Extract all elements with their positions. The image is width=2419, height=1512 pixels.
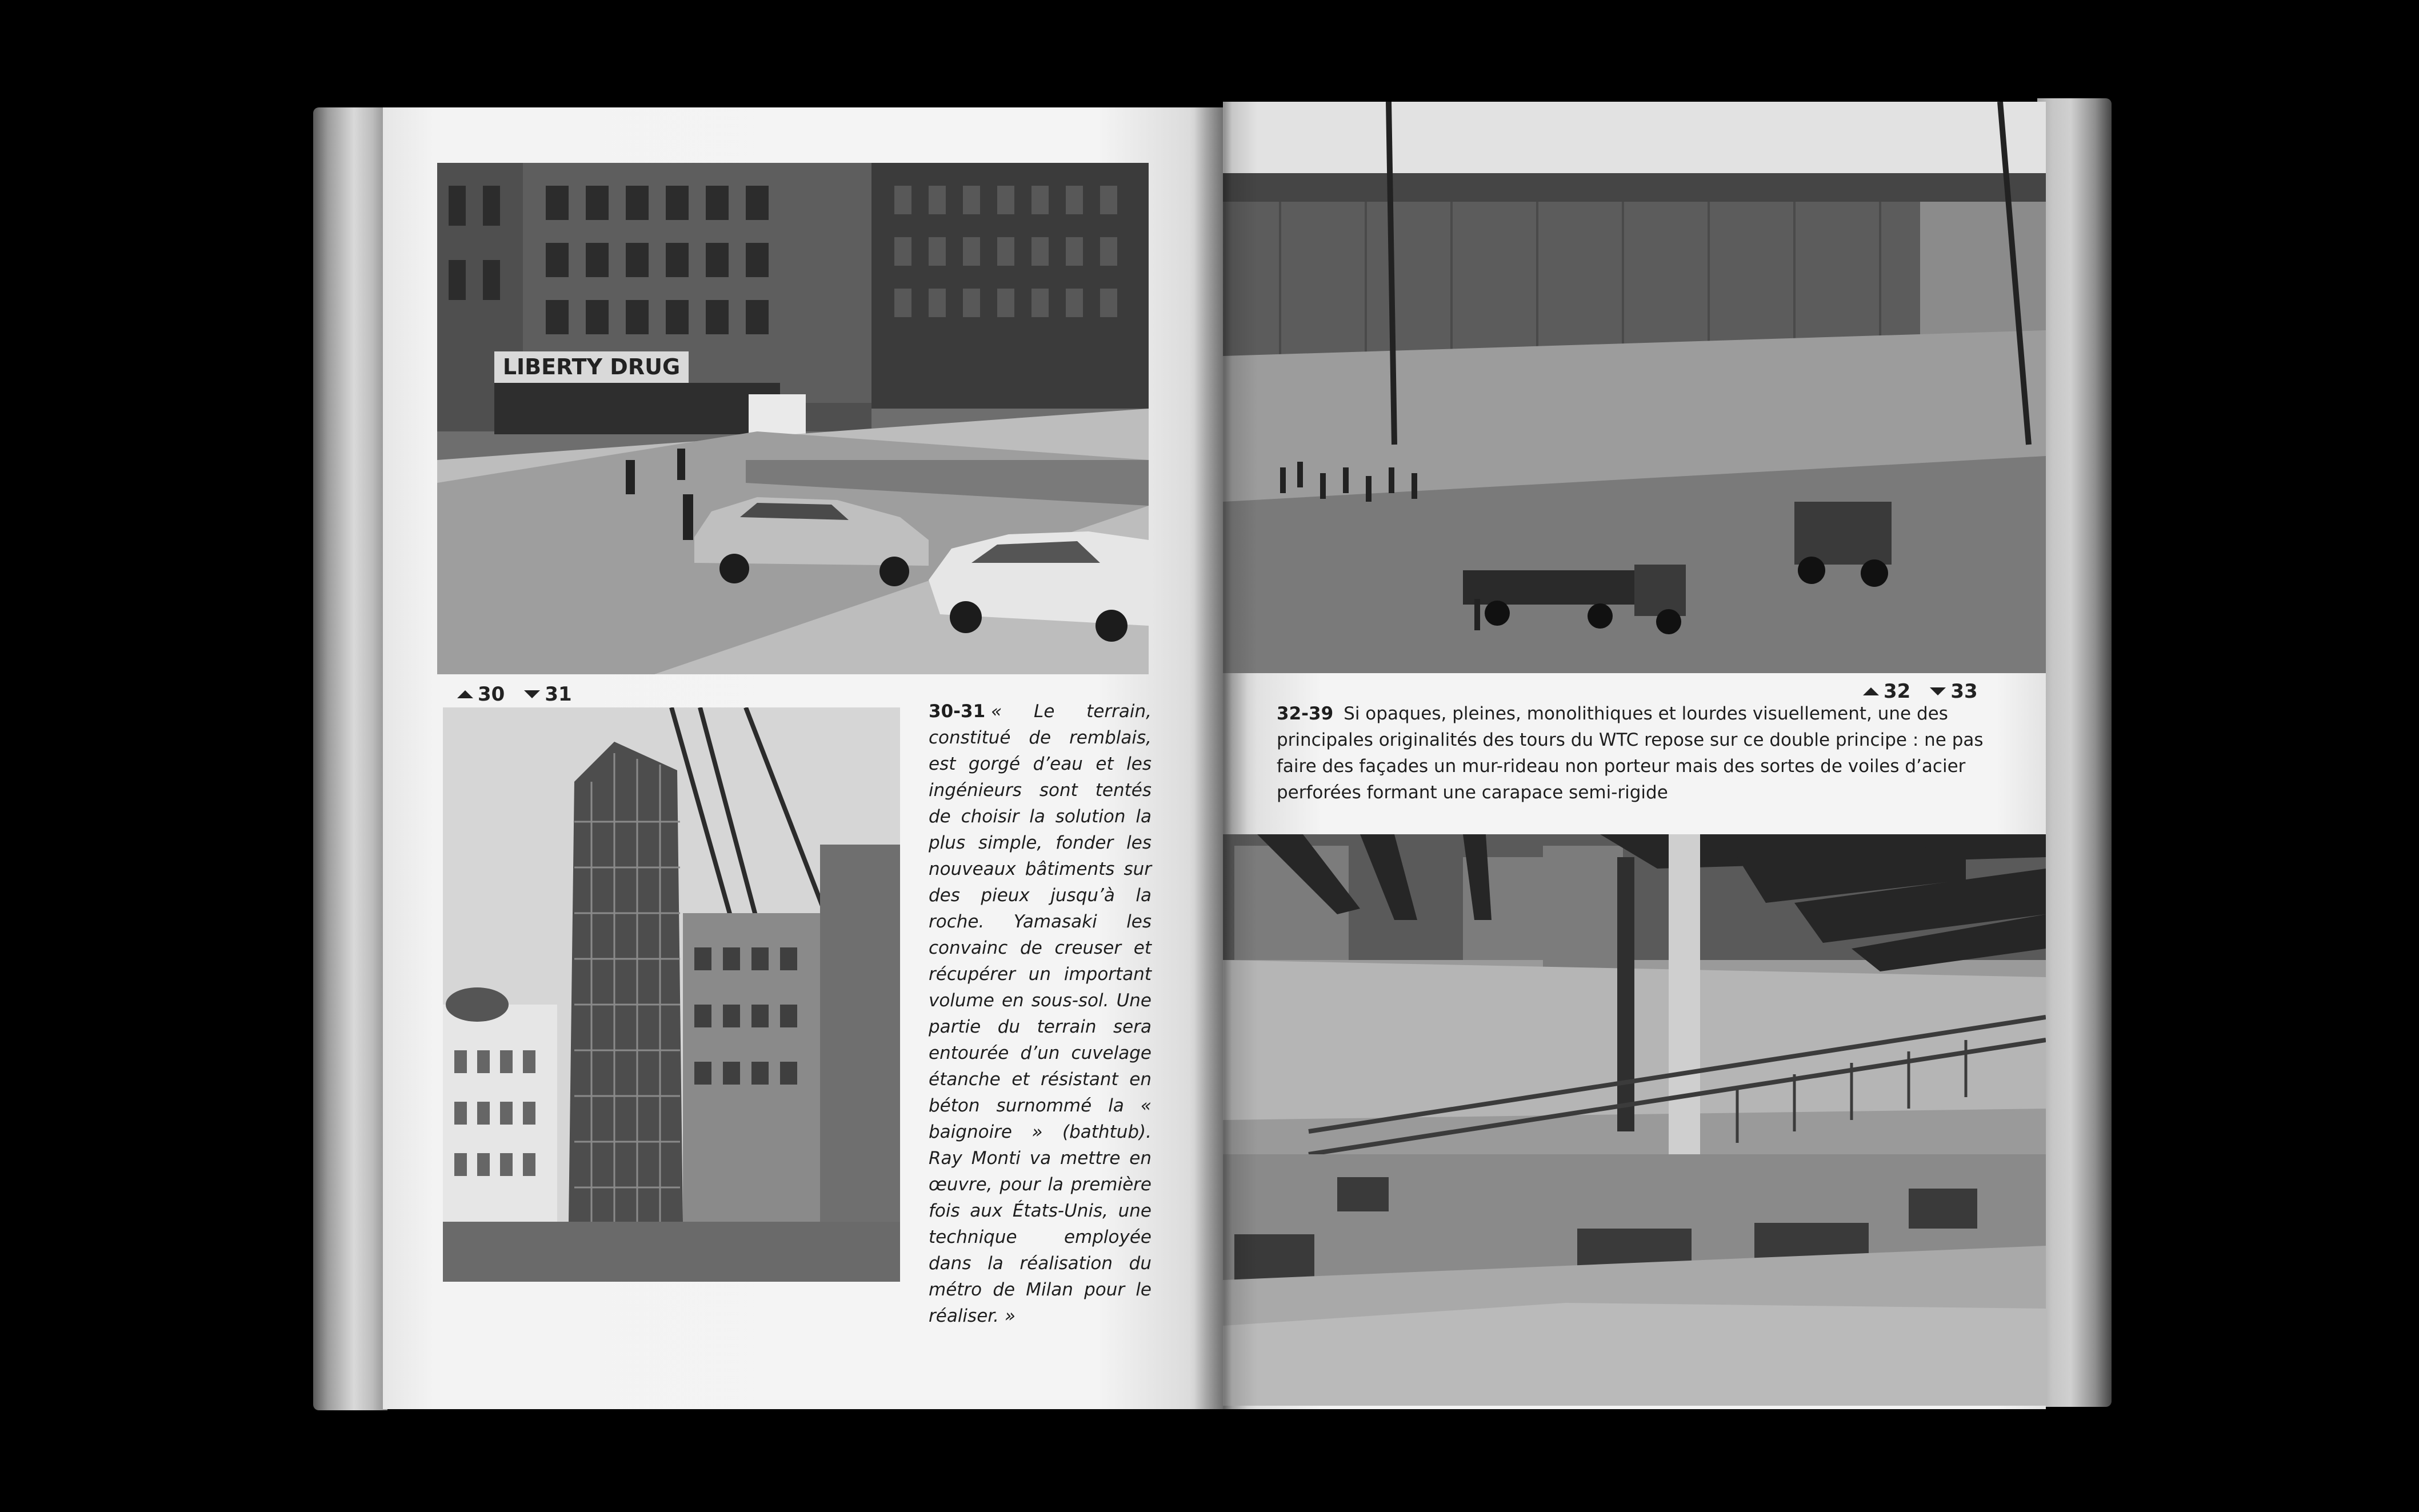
caption-text: « Le terrain, constitué de remblais, est gorgé d’eau et les ingénieurs sont tentés de choisir la solution la plus simple, fonder les nouveaux bâtiments sur des pieux jusqu’à la roche. Yamasaki les convainc de creuser et récupérer un important volume en sous-sol. Une partie du terrain sera entourée d’un cuvelage étanche et résistant en béton surnommé la « baignoire » (bathtub). Ray Monti va mettre en œuvre, pour la première fois aux États-Unis, une technique employée dans la réalisation du métro de Milan pour le réaliser. » xyxy=(929,701,1151,1326)
ref-down-33 xyxy=(1930,680,1977,703)
photo-steel-beams-foundations xyxy=(1223,834,2046,1406)
book-left-edge xyxy=(313,107,387,1410)
ref-up-30 xyxy=(457,683,505,706)
arrow-down-icon xyxy=(1930,687,1946,695)
arrow-down-icon xyxy=(524,690,540,698)
ref-down-31 xyxy=(524,683,571,706)
arrow-up-icon xyxy=(1863,687,1879,695)
book-spine-shadow xyxy=(1194,102,1257,1409)
photo-excavation-site xyxy=(1223,102,2046,673)
caption-32-39 xyxy=(1277,701,1991,806)
caption-30-31 xyxy=(929,698,1151,1329)
ref-number: 31 xyxy=(545,683,572,706)
caption-number: 32-39 xyxy=(1277,703,1334,724)
image-refs-32-33 xyxy=(1863,680,1978,703)
image-refs-30-31 xyxy=(457,683,572,706)
book-right-edge xyxy=(2037,98,2112,1407)
liberty-drug-sign: LIBERTY DRUG xyxy=(502,354,681,379)
photo-scaffold-crane xyxy=(443,707,900,1282)
ref-number: 30 xyxy=(478,683,505,706)
photo-liberty-drug-street xyxy=(437,163,1149,674)
ref-number: 32 xyxy=(1884,680,1911,703)
arrow-up-icon xyxy=(457,690,473,698)
ref-number: 33 xyxy=(1950,680,1978,703)
caption-text: Si opaques, pleines, monolithiques et lourdes visuellement, une des principales originalités des tours du WTC repose sur ce double principe : ne pas faire des façades un mur-rideau non porteur mais des sortes de voiles d’acier perforées formant une carapace semi-rigide xyxy=(1277,703,1984,803)
ref-up-32 xyxy=(1863,680,1910,703)
caption-number: 30-31 xyxy=(929,701,986,722)
